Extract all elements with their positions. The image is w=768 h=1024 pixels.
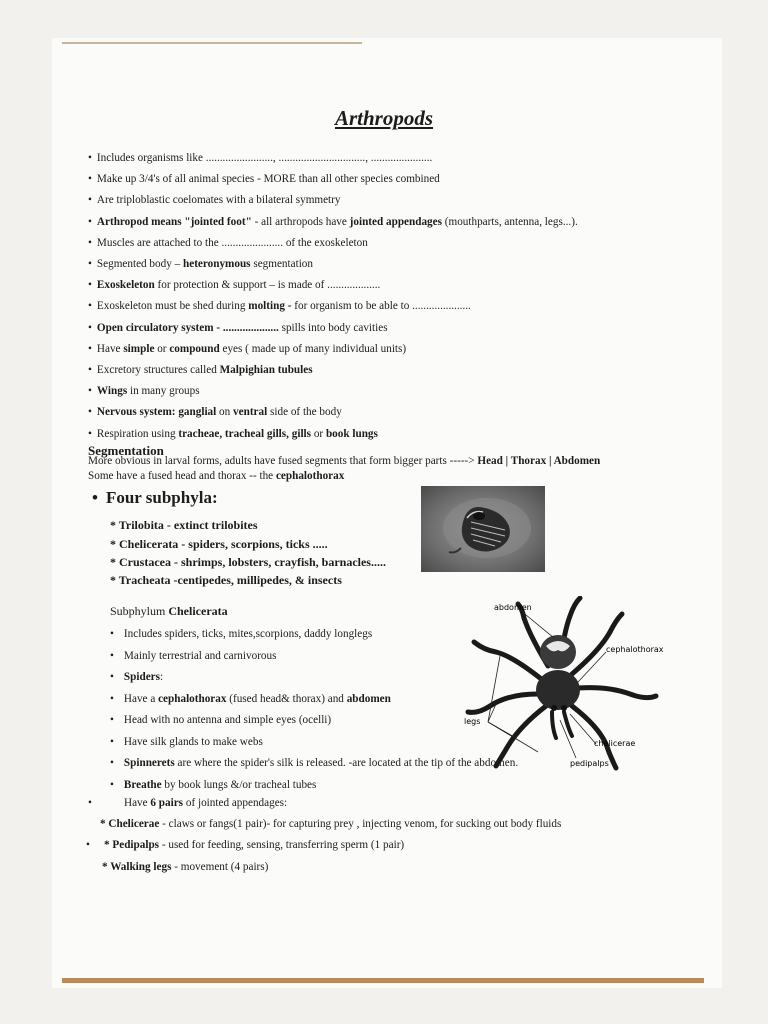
text-run: segmentation [250, 258, 313, 271]
segmentation-heading: Segmentation [88, 443, 164, 458]
list-item [88, 402, 708, 423]
chelicerata-list [110, 624, 518, 796]
subphylum-trilobita [110, 518, 258, 533]
label-abdomen: abdomen [494, 603, 532, 612]
text-run: Segmented body – [96, 258, 183, 271]
text-run: abdomen [346, 692, 391, 705]
list-item [88, 339, 708, 360]
list-item [88, 360, 708, 381]
trilobite-drawing [421, 486, 545, 572]
text-run: Respiration using [96, 427, 179, 440]
text-run: Chelicerata [168, 604, 228, 618]
list-item [88, 254, 708, 275]
appendage-chelicerae [100, 818, 561, 830]
text-run: Muscles are attached to the ...................... of the exoskeleton [96, 236, 368, 249]
text-run: * Tracheata -centipedes, millipedes, & insects [110, 573, 342, 587]
text-run: Have [96, 342, 124, 355]
text-run: * Chelicerae [100, 818, 160, 830]
chelicerata-heading [110, 604, 228, 619]
list-item [88, 381, 708, 402]
text-run: cephalothorax [158, 692, 227, 705]
text-run: compound [169, 342, 220, 355]
text-run: Exoskeleton [96, 279, 155, 292]
text-run: Make up 3/4's of all animal species - MORE than all other species combined [96, 173, 440, 186]
appendage-pedipalps [104, 839, 404, 851]
spider-diagram [460, 596, 670, 776]
list-item [110, 624, 518, 646]
text-run: or [311, 427, 326, 440]
text-run: for protection & support – is made of ................... [154, 279, 381, 292]
text-run: Malpighian tubules [219, 364, 313, 377]
text-run: (fused head& thorax) and [226, 692, 347, 705]
list-item [88, 275, 708, 296]
list-item [110, 689, 518, 711]
list-item [88, 212, 708, 233]
top-edge-rule [62, 42, 362, 44]
text-run: on [216, 406, 234, 419]
text-run: Some have a fused head and thorax -- the [88, 470, 276, 482]
label-legs: legs [464, 717, 481, 726]
text-run: side of the body [267, 406, 342, 419]
text-run: Nervous system: ganglial [96, 406, 217, 419]
text-run: extinct [173, 518, 212, 532]
list-item [110, 732, 518, 754]
list-item [88, 148, 708, 169]
text-run: Have a [123, 692, 159, 705]
appendages-intro [124, 797, 287, 809]
text-run: Wings [96, 385, 128, 398]
subphyla-heading: • Four subphyla: [92, 488, 218, 508]
text-run: Excretory structures called [96, 364, 220, 377]
subphylum-tracheata [110, 573, 342, 588]
text-run: Are triploblastic coelomates with a bilateral symmetry [96, 194, 341, 207]
appendage-walking-legs [102, 861, 268, 873]
text-run: Head | Thorax | Abdomen [477, 455, 601, 467]
text-run: * Crustacea - shrimps, lobsters, crayfish, barnacles..... [110, 555, 386, 569]
text-run: ventral [233, 406, 268, 419]
appendage-bullet: • [88, 797, 92, 809]
text-run: "jointed foot" [184, 215, 252, 228]
text-run: Includes spiders, ticks, mites,scorpions, daddy longlegs [123, 628, 373, 640]
text-run: Have silk glands to make webs [123, 735, 263, 748]
subphylum-chelicerata [110, 537, 328, 552]
page-title: Arthropods [334, 106, 434, 130]
segmentation-line-1 [88, 455, 600, 467]
list-item [110, 710, 518, 732]
list-item [88, 233, 708, 254]
list-item [88, 169, 708, 190]
text-run: Subphylum [110, 604, 169, 618]
text-run: trilobites [211, 518, 258, 532]
text-run: Includes organisms like ........................, ..............................., ...................... [96, 152, 433, 164]
text-run: - claws or fangs(1 pair)- for capturing prey , injecting venom, for sucking out body fluids [159, 818, 562, 830]
text-run: by book lungs &/or tracheal tubes [161, 778, 317, 791]
pedipalps-bullet: • [86, 839, 90, 851]
list-item [110, 646, 518, 668]
text-run: Head with no antenna and simple eyes (ocelli) [123, 714, 332, 726]
text-run: eyes ( made up of many individual units) [219, 342, 407, 355]
text-run: in many groups [127, 385, 200, 398]
list-item [110, 667, 518, 689]
text-run: tracheae, tracheal gills, gills [178, 427, 312, 440]
bottom-edge-rule [62, 978, 704, 983]
text-run: Have [124, 797, 151, 809]
segmentation-line-2 [88, 470, 344, 482]
text-run: More obvious in larval forms, adults have fused segments that form bigger parts -----> [88, 455, 478, 467]
text-run: for organism to be able to ..................... [294, 300, 471, 313]
text-run: cephalothorax [275, 470, 345, 482]
label-chelicerae: chelicerae [594, 739, 636, 748]
label-cephalothorax: cephalothorax [606, 645, 664, 654]
text-run: Arthropod means [96, 215, 185, 228]
text-run: : [159, 671, 164, 683]
label-pedipalps: pedipalps [570, 759, 609, 768]
text-run: Breathe [123, 778, 162, 791]
text-run: Exoskeleton must be shed during [96, 300, 249, 313]
text-run: * Trilobita - [110, 518, 174, 532]
text-run: jointed appendages [349, 215, 442, 228]
text-run: * Walking legs [102, 861, 172, 873]
text-run: simple [123, 342, 155, 355]
trilobite-photo [421, 486, 545, 572]
text-run: Spiders [123, 671, 160, 683]
subphylum-crustacea [110, 555, 386, 570]
text-run: Spinnerets [123, 757, 175, 769]
text-run: * Pedipalps [104, 839, 160, 851]
text-run: * Chelicerata - spiders, scorpions, ticks ..... [110, 537, 328, 551]
text-run: of jointed appendages: [183, 797, 288, 809]
text-run: - movement (4 pairs) [171, 861, 269, 873]
text-run: Open circulatory system - .................... [96, 321, 279, 334]
list-item [88, 190, 708, 211]
list-item [110, 753, 518, 775]
text-run: 6 pairs [150, 797, 184, 809]
text-run: (mouthparts, antenna, legs...). [441, 215, 578, 228]
characteristics-list [88, 148, 708, 445]
list-item [88, 318, 708, 339]
text-run: - all arthropods have [251, 215, 350, 228]
list-item [88, 424, 708, 445]
text-run: molting - [248, 300, 295, 313]
list-item [110, 775, 518, 797]
text-run: are where the spider's silk is released. -are located at the tip of the abdomen. [174, 757, 519, 769]
text-run: - used for feeding, sensing, transferring sperm (1 pair) [159, 839, 405, 851]
text-run: Mainly terrestrial and carnivorous [123, 649, 277, 662]
list-item [88, 296, 708, 317]
text-run: heteronymous [183, 258, 251, 271]
text-run: spills into body cavities [278, 321, 388, 334]
text-run: or [154, 342, 170, 355]
text-run: book lungs [325, 427, 378, 440]
